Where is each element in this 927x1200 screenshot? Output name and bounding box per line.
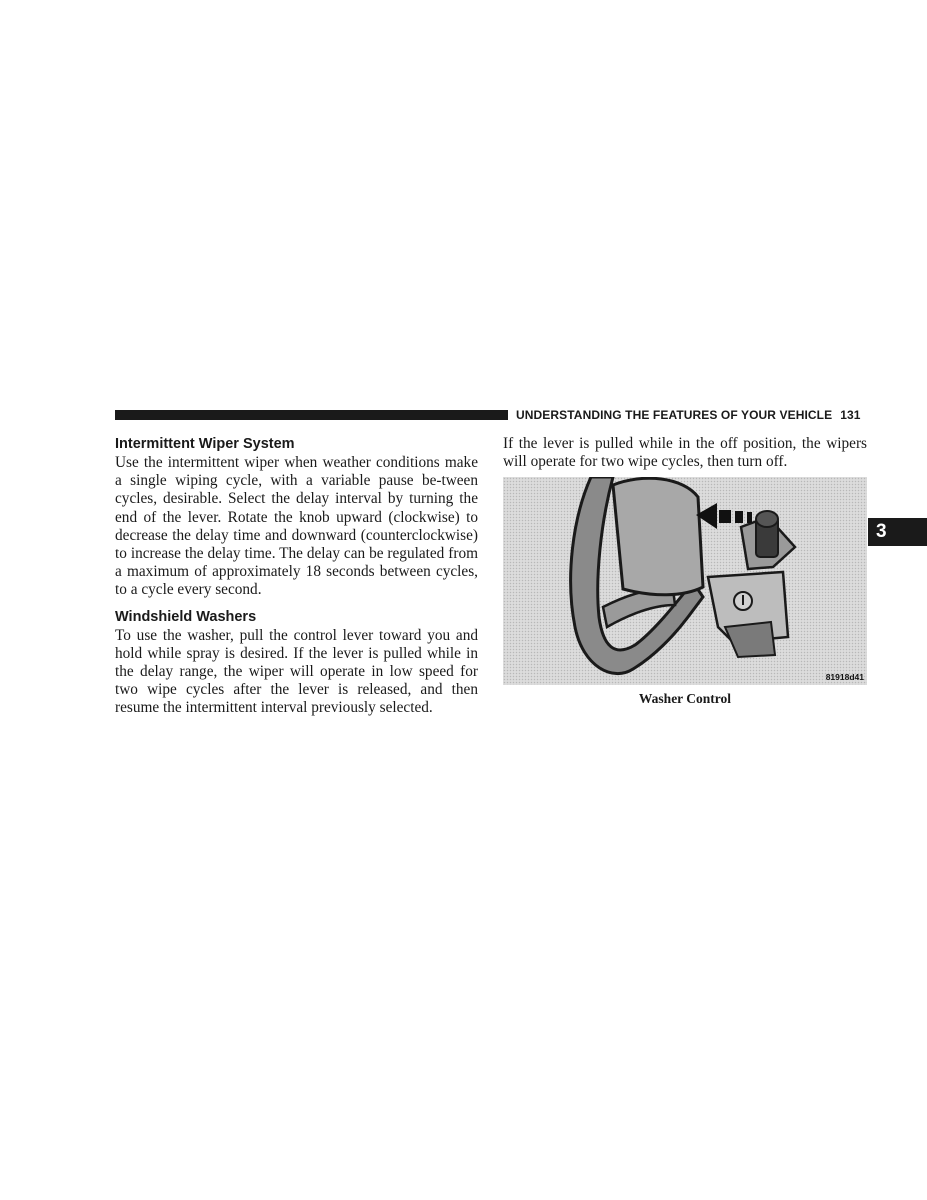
page-number: 131 [840,408,861,422]
paragraph-off-position: If the lever is pulled while in the off position, the wipers will operate for two wipe cycles, then turn off. [503,435,867,471]
running-header [516,408,866,422]
right-column [503,435,867,471]
figure-caption: Washer Control [638,691,732,706]
header-title: UNDERSTANDING THE FEATURES OF YOUR VEHICLE [516,408,833,422]
paragraph-intermittent-wiper: Use the intermittent wiper when weather conditions make a single wiping cycle, with a variable pause be-tween cycles, desirable. Select the delay interval by turning the end of the lever. Rotate the knob upward (clockwise) to decrease the delay time and downward (counterclockwise) to increase the delay time. The delay can be regulated from a maximum of approximately 18 seconds between cycles, to a cycle every second. [115,454,478,599]
section-heading-intermittent-wiper: Intermittent Wiper System [115,436,295,452]
section-heading-windshield-washers: Windshield Washers [115,608,257,625]
chapter-tab: 3 [868,518,927,546]
header-rule [115,410,508,420]
paragraph-windshield-washers: To use the washer, pull the control lever toward you and hold while spray is desired. If the lever is pulled while in the delay range, the wiper will operate in low speed for two wipe cycles after the lever is released, and then resume the intermittent interval previously selected. [115,626,478,717]
steering-column-washer-lever-illustration-icon [503,477,867,685]
washer-control-figure [503,477,867,685]
left-column [115,435,478,718]
figure-code: 81918d41 [825,672,864,682]
